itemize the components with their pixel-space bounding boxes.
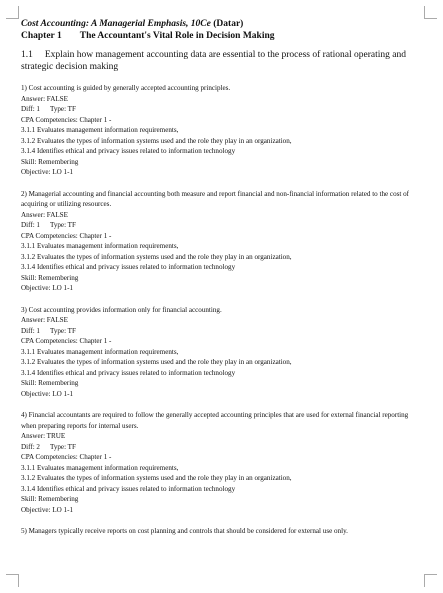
question-cpa: CPA Competencies: Chapter 1 - xyxy=(21,231,112,240)
question-stem: 5) Managers typically receive reports on cost planning and controls that should be considered for external use only. xyxy=(21,527,348,535)
book-title: Cost Accounting: A Managerial Emphasis, 10Ce xyxy=(21,19,211,29)
question-objective: Objective: LO 1-1 xyxy=(21,389,74,398)
question-block xyxy=(21,410,417,515)
question-block xyxy=(21,305,417,400)
question-meta xyxy=(21,442,417,453)
question-difficulty: Diff: 1 xyxy=(21,326,40,335)
question-competency: 3.1.1 Evaluates management information requirements, xyxy=(21,463,179,472)
objective-number: 1.1 xyxy=(21,50,33,60)
question-competency: 3.1.4 Identifies ethical and privacy issues related to information technology xyxy=(21,368,236,377)
question-difficulty: Diff: 1 xyxy=(21,105,40,113)
question-skill: Skill: Remembering xyxy=(21,273,79,282)
question-difficulty: Diff: 2 xyxy=(21,442,40,451)
question-answer: Answer: FALSE xyxy=(21,210,68,219)
question-competency: 3.1.1 Evaluates management information requirements, xyxy=(21,242,179,250)
question-cpa: CPA Competencies: Chapter 1 - xyxy=(21,337,112,345)
question-competency: 3.1.2 Evaluates the types of information systems used and the role they play in an organization, xyxy=(21,136,292,145)
question-objective: Objective: LO 1-1 xyxy=(21,168,74,176)
question-type: Type: TF xyxy=(49,442,76,451)
question-block xyxy=(21,189,417,294)
page-corner-mark xyxy=(424,6,437,19)
page-corner-mark xyxy=(424,574,437,587)
question-type: Type: TF xyxy=(49,105,76,113)
question-competency: 3.1.4 Identifies ethical and privacy issues related to information technology xyxy=(21,484,236,493)
learning-objective xyxy=(21,50,417,73)
question-meta xyxy=(21,326,417,337)
question-type: Type: TF xyxy=(49,221,76,229)
question-answer: Answer: FALSE xyxy=(21,316,68,324)
document-page xyxy=(21,18,417,537)
question-answer: Answer: TRUE xyxy=(21,432,66,440)
book-author: (Datar) xyxy=(213,19,244,29)
question-skill: Skill: Remembering xyxy=(21,495,79,503)
chapter-label: Chapter 1 xyxy=(21,31,62,41)
question-stem: 2) Managerial accounting and financial accounting both measure and report financial and non-financial information related to the cost of acquiring or utilizing resources. xyxy=(21,189,410,208)
chapter-title: The Accountant's Vital Role in Decision Making xyxy=(79,31,275,41)
question-competency: 3.1.4 Identifies ethical and privacy issues related to information technology xyxy=(21,147,236,155)
question-answer: Answer: FALSE xyxy=(21,94,68,103)
question-block xyxy=(21,526,417,537)
page-corner-mark xyxy=(6,574,19,587)
question-objective: Objective: LO 1-1 xyxy=(21,505,74,514)
question-meta xyxy=(21,104,417,115)
objective-text: Explain how management accounting data are essential to the process of rational operating and strategic decision making xyxy=(21,50,407,72)
question-difficulty: Diff: 1 xyxy=(21,221,40,229)
question-meta xyxy=(21,220,417,231)
question-competency: 3.1.2 Evaluates the types of information systems used and the role they play in an organization, xyxy=(21,474,292,482)
question-skill: Skill: Remembering xyxy=(21,157,79,166)
question-competency: 3.1.1 Evaluates management information requirements, xyxy=(21,126,179,134)
question-cpa: CPA Competencies: Chapter 1 - xyxy=(21,453,112,461)
page-corner-mark xyxy=(6,6,19,19)
question-stem: 4) Financial accountants are required to follow the generally accepted accounting principles that are used for external financial reporting when preparing reports for internal users. xyxy=(21,411,409,430)
question-stem: 3) Cost accounting provides information only for financial accounting. xyxy=(21,305,222,314)
question-type: Type: TF xyxy=(49,326,76,335)
question-competency: 3.1.2 Evaluates the types of information systems used and the role they play in an organization, xyxy=(21,252,292,261)
chapter-heading xyxy=(21,30,417,42)
question-competency: 3.1.1 Evaluates management information requirements, xyxy=(21,347,179,356)
question-competency: 3.1.4 Identifies ethical and privacy issues related to information technology xyxy=(21,263,236,271)
question-cpa: CPA Competencies: Chapter 1 - xyxy=(21,115,112,124)
question-skill: Skill: Remembering xyxy=(21,379,79,387)
question-block xyxy=(21,83,417,178)
question-stem: 1) Cost accounting is guided by generally accepted accounting principles. xyxy=(21,84,231,92)
book-title-line xyxy=(21,18,417,30)
question-objective: Objective: LO 1-1 xyxy=(21,284,74,292)
question-competency: 3.1.2 Evaluates the types of information systems used and the role they play in an organization, xyxy=(21,358,292,366)
